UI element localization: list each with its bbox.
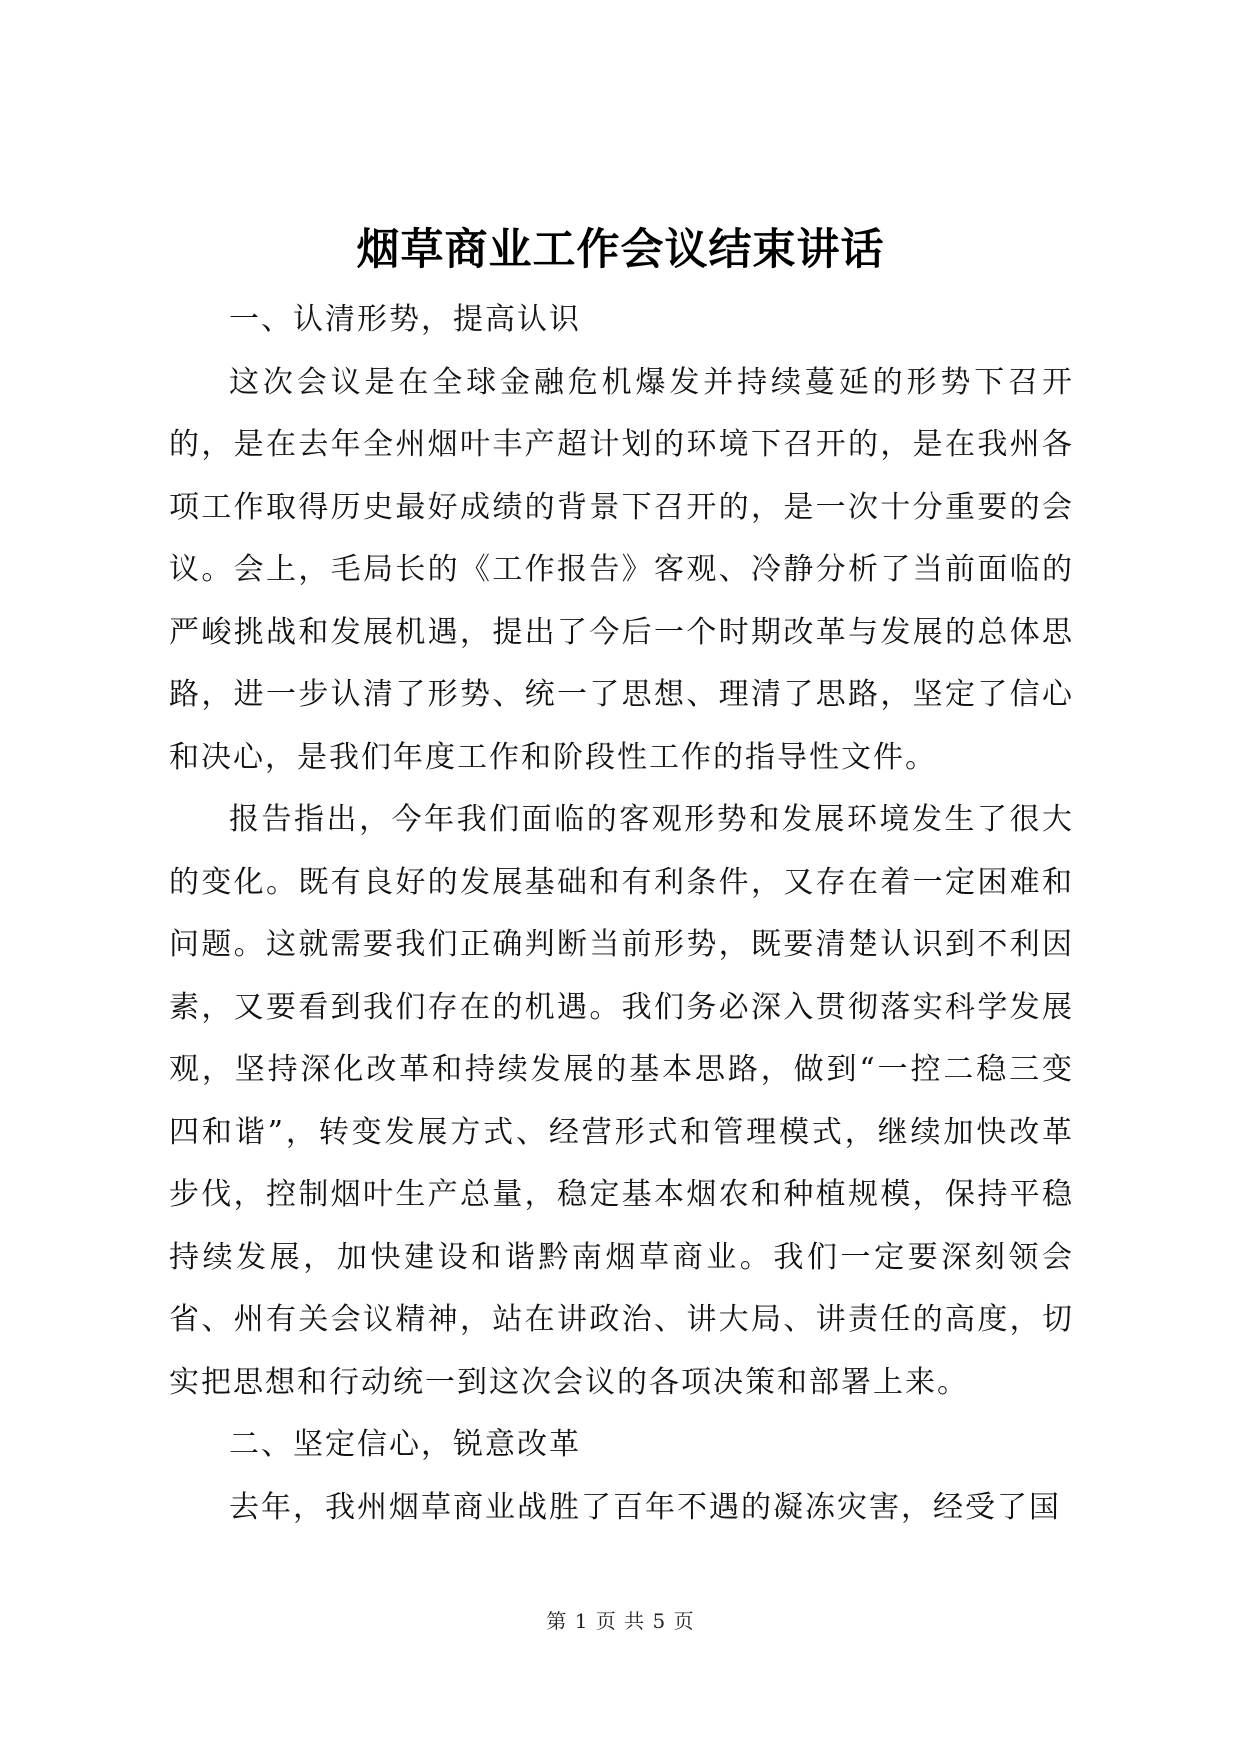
paragraph-1: 这次会议是在全球金融危机爆发并持续蔓延的形势下召开的，是在去年全州烟叶丰产超计划的环境下召开的，是在我州各项工作取得历史最好成绩的背景下召开的，是一次十分重要的会议。会上，毛局长的《工作报告》客观、冷静分析了当前面临的严峻挑战和发展机遇，提出了今后一个时期改革与发展的总体思路，进一步认清了形势、统一了思想、理清了思路，坚定了信心和决心，是我们年度工作和阶段性工作的指导性文件。 [169, 364, 1074, 775]
paragraph-2: 报告指出，今年我们面临的客观形势和发展环境发生了很大的变化。既有良好的发展基础和有利条件，又存在着一定困难和问题。这就需要我们正确判断当前形势，既要清楚认识到不利因素，又要看到我们存在的机遇。我们务必深入贯彻落实科学发展观，坚持深化改革和持续发展的基本思路，做到“一控二稳三变四和谐”，转变发展方式、经营形式和管理模式，继续加快改革步伐，控制烟叶生产总量，稳定基本烟农和种植规模，保持平稳持续发展，加快建设和谐黔南烟草商业。我们一定要深刻领会省、州有关会议精神，站在讲政治、讲大局、讲责任的高度，切实把思想和行动统一到这次会议的各项决策和部署上来。 [169, 802, 1074, 1400]
document-title: 烟草商业工作会议结束讲话 [356, 225, 885, 275]
paragraph-3: 去年，我州烟草商业战胜了百年不遇的凝冻灾害，经受了国 [229, 1489, 1061, 1525]
document-body [169, 289, 1074, 1539]
section-heading-2: 二、坚定信心，锐意改革 [229, 1427, 581, 1462]
section-heading-1: 一、认清形势，提高认识 [229, 302, 581, 337]
page-number-footer: 第 1 页 共 5 页 [546, 1609, 695, 1633]
